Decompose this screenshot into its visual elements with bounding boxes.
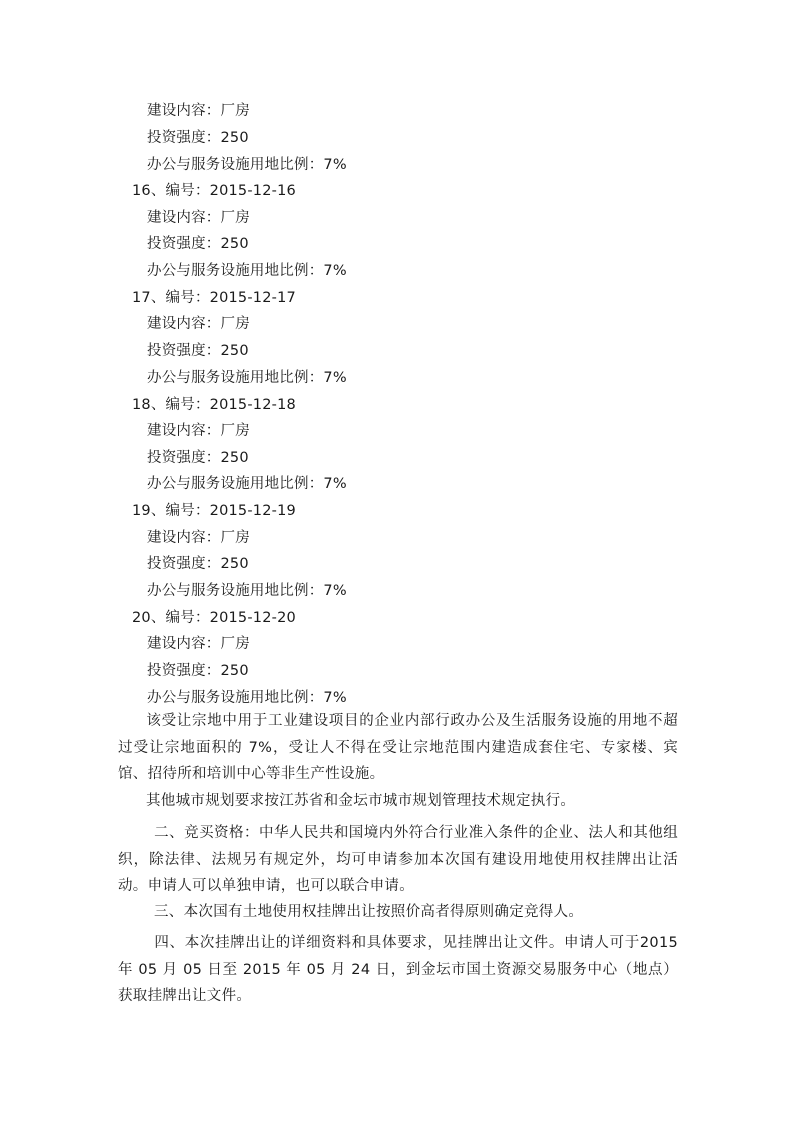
entry-office-ratio: 办公与服务设施用地比例：7% [147, 583, 347, 599]
paragraph-bidding-qualification: 二、竞买资格：中华人民共和国境内外符合行业准入条件的企业、法人和其他组织，除法律、法规另有规定外，均可申请参加本次国有建设用地使用权挂牌出让活动。申请人可以单独申请，也可以联合申请。 [118, 825, 678, 895]
entry-investment-intensity: 投资强度：250 [147, 236, 249, 252]
entry-investment-intensity: 投资强度：250 [147, 663, 249, 679]
entry-construction-content: 建设内容：厂房 [147, 423, 250, 439]
paragraph-planning-requirements: 其他城市规划要求按江苏省和金坛市城市规划管理技术规定执行。 [146, 793, 576, 809]
entry-construction-content: 建设内容：厂房 [147, 316, 250, 332]
entry-number-19: 19、编号：2015-12-19 [132, 503, 296, 519]
entry-number-16: 16、编号：2015-12-16 [132, 183, 296, 199]
paragraph-winner-principle: 三、本次国有土地使用权挂牌出让按照价高者得原则确定竞得人。 [154, 904, 584, 920]
entry-construction-content: 建设内容：厂房 [147, 103, 250, 119]
entry-investment-intensity: 投资强度：250 [147, 556, 249, 572]
entry-office-ratio: 办公与服务设施用地比例：7% [147, 690, 347, 706]
entry-investment-intensity: 投资强度：250 [147, 450, 249, 466]
entry-office-ratio: 办公与服务设施用地比例：7% [147, 476, 347, 492]
entry-construction-content: 建设内容：厂房 [147, 210, 250, 226]
entry-construction-content: 建设内容：厂房 [147, 530, 250, 546]
entry-investment-intensity: 投资强度：250 [147, 343, 249, 359]
entry-construction-content: 建设内容：厂房 [147, 636, 250, 652]
entry-investment-intensity: 投资强度：250 [147, 130, 249, 146]
paragraph-listing-documents: 四、本次挂牌出让的详细资料和具体要求，见挂牌出让文件。申请人可于2015 年 05 月 05 日至 2015 年 05 月 24 日，到金坛市国土资源交易服务中心（地点）获取挂牌出让文件。 [118, 935, 678, 1005]
entry-number-20: 20、编号：2015-12-20 [132, 610, 296, 626]
entry-office-ratio: 办公与服务设施用地比例：7% [147, 263, 347, 279]
entry-number-17: 17、编号：2015-12-17 [132, 290, 296, 306]
entry-office-ratio: 办公与服务设施用地比例：7% [147, 370, 347, 386]
entry-office-ratio: 办公与服务设施用地比例：7% [147, 157, 347, 173]
entry-number-18: 18、编号：2015-12-18 [132, 397, 296, 413]
paragraph-office-land-limit: 该受让宗地中用于工业建设项目的企业内部行政办公及生活服务设施的用地不超过受让宗地面积的 7%，受让人不得在受让宗地范围内建造成套住宅、专家楼、宾馆、招待所和培训中心等非生产性设施。 [118, 713, 678, 783]
